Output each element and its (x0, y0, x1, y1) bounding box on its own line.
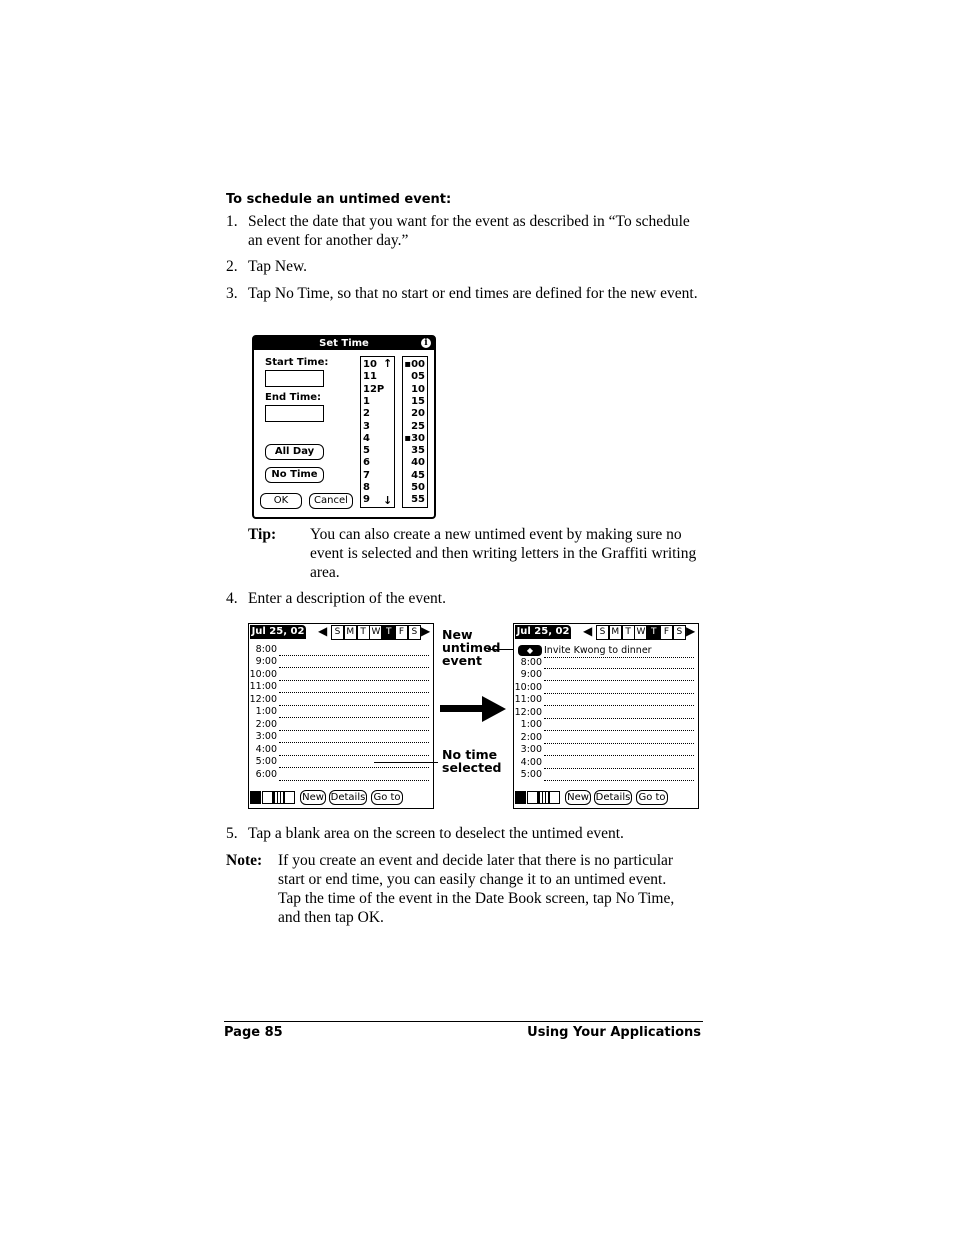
time-label: 12:00 (514, 706, 542, 718)
step-3 (226, 284, 706, 303)
list-item[interactable]: 11 (363, 371, 377, 383)
step-text: Tap New. (248, 258, 308, 275)
list-item[interactable]: 2 (363, 408, 370, 420)
callout-line: No time (442, 747, 498, 762)
start-time-label: Start Time: (265, 357, 329, 368)
list-item[interactable]: 20 (411, 408, 425, 420)
list-item[interactable]: ▪30 (404, 432, 425, 444)
callout-new-untimed-event (442, 628, 501, 667)
callout-line: New (442, 627, 473, 642)
go-to-button[interactable]: Go to (371, 790, 403, 805)
time-label: 9:00 (520, 669, 542, 681)
step-2 (226, 257, 706, 276)
list-item[interactable]: 4 (363, 432, 370, 444)
weekday-m[interactable]: M (344, 625, 357, 640)
no-time-button[interactable]: No Time (265, 467, 324, 483)
list-item[interactable]: 10 (363, 359, 377, 370)
list-item[interactable]: 9 (363, 494, 370, 506)
weekday-w[interactable]: W (634, 625, 647, 640)
weekday-t[interactable]: T (382, 625, 395, 640)
hour-list[interactable] (360, 356, 395, 508)
weekday-t[interactable]: T (647, 625, 660, 640)
ok-button[interactable]: OK (260, 493, 302, 509)
next-week-arrow-icon[interactable]: ▶ (421, 624, 431, 638)
datebook-screen-before (248, 623, 434, 809)
list-item[interactable]: 35 (411, 445, 425, 457)
callout-no-time-selected (442, 748, 502, 774)
footer-rule (224, 1021, 703, 1022)
list-item[interactable]: 55 (411, 494, 425, 506)
step-number: 5. (226, 825, 238, 842)
set-time-dialog (252, 335, 436, 519)
section-title: Using Your Applications (527, 1025, 701, 1040)
step-number: 2. (226, 258, 238, 275)
list-item[interactable]: 7 (363, 469, 370, 481)
list-item[interactable]: 05 (411, 371, 425, 383)
time-label: 6:00 (255, 768, 277, 780)
section-heading: To schedule an untimed event: (226, 192, 452, 207)
untimed-event-description[interactable]: Invite Kwong to dinner (544, 644, 694, 658)
step-4 (226, 589, 706, 608)
end-time-field[interactable] (265, 405, 324, 422)
time-label: 11:00 (514, 694, 542, 706)
all-day-button[interactable]: All Day (265, 444, 324, 460)
dialog-titlebar (254, 337, 434, 350)
minute-list[interactable] (402, 356, 428, 508)
time-label: 1:00 (520, 719, 542, 731)
prev-week-arrow-icon[interactable]: ◀ (583, 624, 593, 638)
list-item[interactable]: 15 (411, 395, 425, 407)
list-item[interactable]: 10 (411, 383, 425, 395)
time-label: 11:00 (249, 681, 277, 693)
list-item[interactable]: 45 (411, 469, 425, 481)
list-item[interactable]: 40 (411, 457, 425, 469)
tip-label: Tip: (248, 526, 277, 543)
weekday-s[interactable]: S (408, 625, 421, 640)
weekday-s[interactable]: S (331, 625, 344, 640)
end-time-label: End Time: (265, 392, 322, 403)
week-selector (596, 624, 686, 640)
untimed-event-diamond-icon[interactable]: ◆ (518, 645, 542, 656)
scroll-up-arrow-icon[interactable]: ↑ (383, 357, 393, 370)
weekday-w[interactable]: W (369, 625, 382, 640)
list-item[interactable]: 12P (363, 383, 385, 395)
time-label: 10:00 (249, 668, 277, 680)
details-button[interactable]: Details (595, 792, 631, 803)
agenda-view-icon[interactable] (549, 791, 560, 804)
weekday-t[interactable]: T (357, 625, 370, 640)
step-text: Select the date that you want for the event as described in “To schedule an event for another day.” (248, 213, 690, 249)
callout-line: event (442, 653, 482, 668)
cancel-button[interactable]: Cancel (309, 493, 353, 509)
next-week-arrow-icon[interactable]: ▶ (686, 624, 696, 638)
time-label: 3:00 (255, 731, 277, 743)
time-slot-line (544, 780, 694, 781)
right-arrow-icon (438, 694, 508, 724)
callout-line: untimed (442, 640, 501, 655)
list-item[interactable]: 1 (363, 395, 370, 407)
prev-week-arrow-icon[interactable]: ◀ (318, 624, 328, 638)
time-label: 12:00 (249, 693, 277, 705)
week-view-icon[interactable] (527, 791, 538, 804)
time-label: 5:00 (520, 769, 542, 781)
new-button[interactable]: New (565, 790, 591, 805)
note-label: Note: (226, 852, 263, 869)
list-item[interactable]: 50 (411, 482, 425, 493)
step-text: Tap a blank area on the screen to deselect the untimed event. (248, 825, 624, 842)
list-item[interactable]: 5 (363, 445, 370, 457)
callout-leader-line (374, 762, 438, 763)
step-1 (226, 212, 706, 250)
time-label: 4:00 (520, 756, 542, 768)
day-view-icon[interactable] (515, 791, 526, 804)
start-time-field[interactable] (265, 370, 324, 387)
time-label: 1:00 (255, 706, 277, 718)
weekday-s[interactable]: S (673, 625, 686, 640)
list-item[interactable]: ▪00 (404, 359, 425, 370)
info-icon[interactable]: i (421, 338, 431, 348)
month-view-icon[interactable] (538, 791, 549, 804)
time-label: 2:00 (255, 718, 277, 730)
scroll-down-arrow-icon[interactable]: ↓ (383, 494, 393, 507)
step-number: 4. (226, 590, 238, 607)
tip-text: You can also create a new untimed event by making sure no event is selected and then writing letters in the Graffiti writing area. (310, 526, 697, 581)
step-number: 3. (226, 285, 238, 302)
list-item[interactable]: 6 (363, 457, 370, 469)
week-view-icon[interactable] (262, 791, 273, 804)
time-label: 4:00 (255, 743, 277, 755)
time-label: 9:00 (255, 656, 277, 668)
date-title[interactable]: Jul 25, 02 (251, 626, 305, 637)
time-label: 5:00 (255, 756, 277, 768)
note-text: If you create an event and decide later that there is no particular start or end time, you can easily change it to an untimed event. Tap the time of the event in the Date Book screen, tap No Time, and then tap OK. (278, 852, 675, 926)
time-label: 8:00 (255, 644, 277, 655)
weekday-t[interactable]: T (622, 625, 635, 640)
time-slot-row[interactable] (249, 768, 433, 782)
time-label: 8:00 (520, 657, 542, 668)
step-number: 1. (226, 213, 238, 230)
step-text: Enter a description of the event. (248, 590, 446, 607)
time-slot-line (279, 780, 429, 781)
time-slot-row[interactable] (514, 768, 698, 782)
step-5 (226, 824, 706, 843)
new-button[interactable]: New (300, 790, 326, 805)
time-label: 10:00 (514, 681, 542, 693)
dialog-title: Set Time (319, 338, 369, 349)
weekday-m[interactable]: M (609, 625, 622, 640)
weekday-f[interactable]: F (395, 625, 408, 640)
page-number: Page 85 (224, 1025, 283, 1040)
month-view-icon[interactable] (273, 791, 284, 804)
list-item[interactable]: 25 (411, 420, 425, 432)
time-label: 2:00 (520, 731, 542, 743)
weekday-s[interactable]: S (596, 625, 609, 640)
date-title[interactable]: Jul 25, 02 (516, 626, 570, 637)
callout-line: selected (442, 760, 502, 775)
list-item[interactable]: 3 (363, 420, 370, 432)
step-text: Tap No Time, so that no start or end times are defined for the new event. (248, 285, 698, 302)
details-button[interactable]: Details (330, 792, 366, 803)
week-selector (331, 624, 421, 640)
day-view-icon[interactable] (250, 791, 261, 804)
go-to-button[interactable]: Go to (636, 790, 668, 805)
datebook-screen-after (513, 623, 699, 809)
list-item[interactable]: 8 (363, 482, 370, 493)
time-label: 3:00 (520, 744, 542, 756)
agenda-view-icon[interactable] (284, 791, 295, 804)
weekday-f[interactable]: F (660, 625, 673, 640)
